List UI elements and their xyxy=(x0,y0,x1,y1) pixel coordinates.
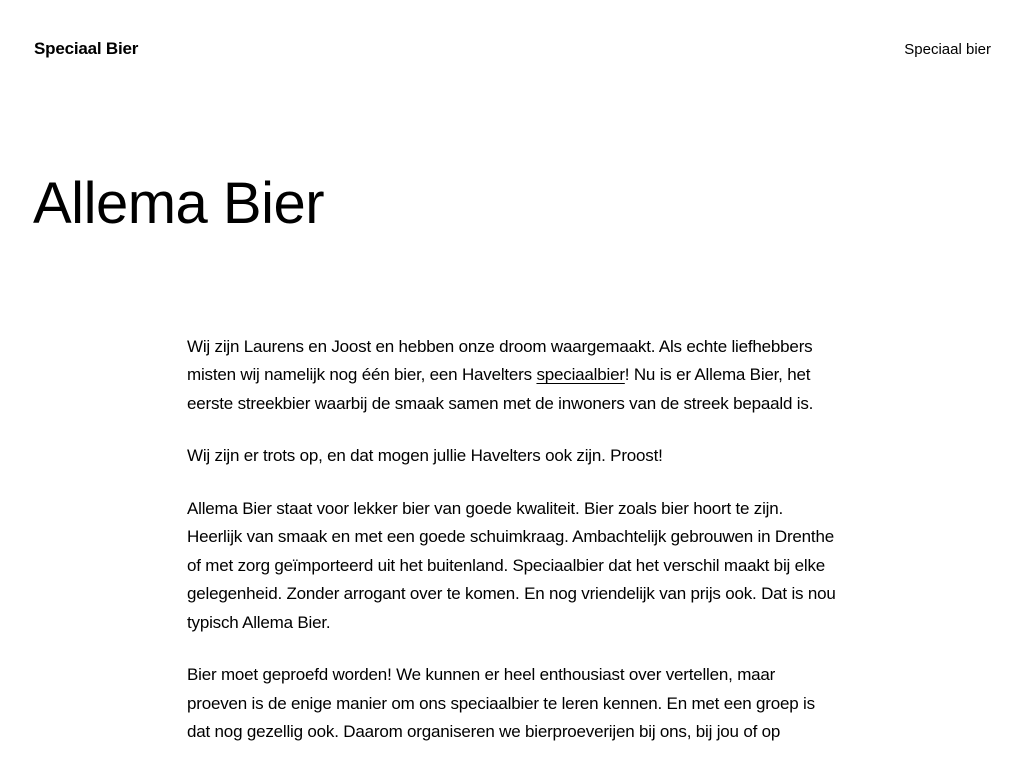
proost-paragraph: Wij zijn er trots op, en dat mogen jullie Havelters ook zijn. Proost! xyxy=(187,446,663,466)
nav-item-speciaal-bier[interactable]: Speciaal bier xyxy=(904,41,991,58)
page-main xyxy=(0,171,1024,747)
site-header xyxy=(0,0,1024,59)
page-content xyxy=(187,333,837,747)
quality-paragraph: Allema Bier staat voor lekker bier van goede kwaliteit. Bier zoals bier hoort te zijn. Heerlijk van smaak en met een goede schuimkraag. Ambachtelijk gebrouwen in Drenthe of met zorg geïmporteerd uit het buitenland. Speciaalbier dat het verschil maakt bij elke gelegenheid. Zonder arrogant over te komen. En nog vriendelijk van prijs ook. Dat is nou typisch Allema Bier. xyxy=(187,498,836,632)
page-title: Allema Bier xyxy=(33,171,325,236)
speciaalbier-link[interactable]: speciaalbier xyxy=(536,365,625,385)
site-logo[interactable]: Speciaal Bier xyxy=(34,39,139,58)
tasting-paragraph: Bier moet geproefd worden! We kunnen er heel enthousiast over vertellen, maar proeven is de enige manier om ons speciaalbier te leren kennen. En met een groep is dat nog gezellig ook. Daarom organiseren we bierproeverijen bij ons, bij jou of op xyxy=(187,665,815,742)
intro-paragraph-after-link: ! Nu is er Allema Bier, het eerste streekbier waarbij de smaak samen met de inwoners van de streek bepaald is. xyxy=(187,365,814,413)
intro-paragraph-before-link: Wij zijn Laurens en Joost en hebben onze droom waargemaakt. Als echte liefhebbers misten wij namelijk nog één bier, een Havelters xyxy=(187,336,813,385)
main-nav xyxy=(904,41,991,58)
intro-paragraph xyxy=(187,333,837,419)
